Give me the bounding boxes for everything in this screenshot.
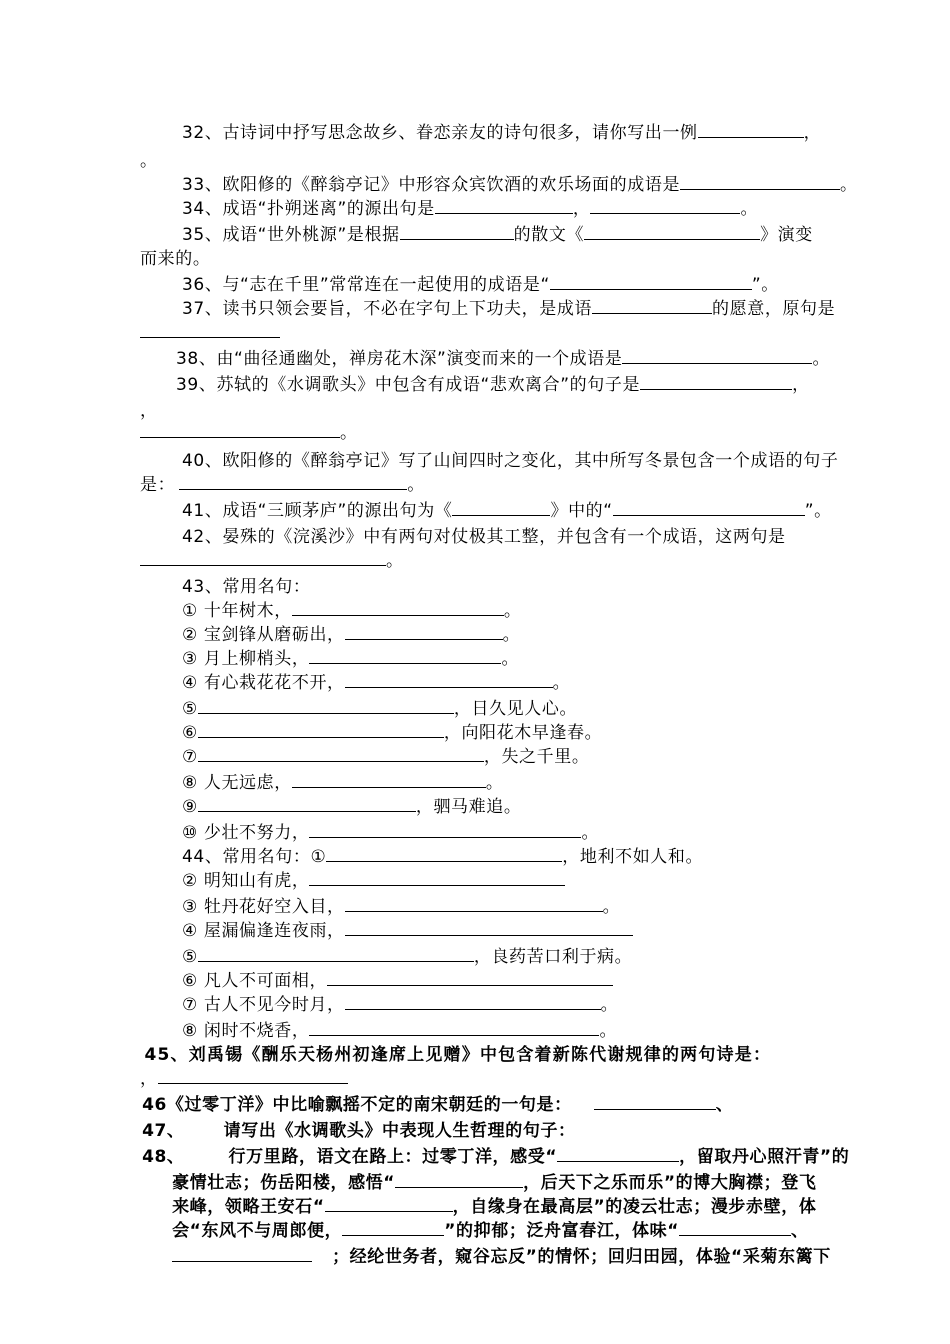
punct: ”。 xyxy=(804,501,832,521)
item-text: ⑤ xyxy=(182,947,198,967)
question-39-text: 39、苏轼的《水调歌头》中包含有成语“悲欢离合”的句子是 xyxy=(176,375,641,395)
q43-item-10 xyxy=(158,800,600,843)
punct: ， xyxy=(140,401,158,421)
item-text: 。 xyxy=(485,773,504,793)
question-46 xyxy=(116,1072,734,1115)
punct: 。 xyxy=(812,349,831,369)
question-44-text: 44、常用名句：① xyxy=(182,847,327,867)
item-text: ，驷马难追。 xyxy=(415,797,522,817)
punct: 、 xyxy=(715,1095,734,1115)
answer-blank[interactable] xyxy=(594,1095,716,1110)
question-44-title xyxy=(158,824,704,867)
item-text: ⑤ xyxy=(182,699,198,719)
question-41 xyxy=(158,478,832,521)
item-text: 。 xyxy=(600,995,619,1015)
item-text: ⑩ 少壮不努力， xyxy=(182,823,310,843)
item-text: ④ 屋漏偏逢连夜雨， xyxy=(182,921,345,941)
item-text: ③ 牡丹花好空入目， xyxy=(182,897,345,917)
q48-text: 行万里路，语文在路上：过零丁洋，感受“ xyxy=(228,1147,558,1167)
q44-item-7 xyxy=(158,972,619,1015)
punct: 。 xyxy=(840,175,858,195)
question-33 xyxy=(158,152,858,195)
item-text: 。 xyxy=(501,649,520,669)
question-41-text: 41、成语“三顾茅庐”的源出句为《 xyxy=(182,501,453,521)
q35-tail: 》演变 xyxy=(760,225,813,245)
question-43-text: 43、常用名句： xyxy=(182,577,311,597)
item-text: 。 xyxy=(552,673,571,693)
answer-blank[interactable] xyxy=(584,225,760,240)
question-35-cont xyxy=(116,226,211,269)
question-48-line2 xyxy=(146,1150,817,1193)
punct: 、 xyxy=(791,1221,809,1241)
question-34 xyxy=(158,176,759,219)
question-40-text: 40、欧阳修的《醉翁亭记》写了山间四时之变化，其中所写冬景包含一个成语的句子 xyxy=(182,451,839,471)
punct: ， xyxy=(792,375,810,395)
punct: 。 xyxy=(407,475,425,495)
question-37-text: 37、读书只领会要旨，不必在字句上下功夫，是成语 xyxy=(182,299,593,319)
question-39 xyxy=(152,352,810,395)
question-34-text: 34、成语“扑朔迷离”的源出句是 xyxy=(182,199,435,219)
q43-item-7 xyxy=(158,724,590,767)
question-32-text: 32、古诗词中抒写思念故乡、眷恋亲友的诗句很多，请你写出一例 xyxy=(182,123,698,143)
item-text: ，地利不如人和。 xyxy=(562,847,704,867)
q43-item-9 xyxy=(158,774,522,817)
q44-item-8 xyxy=(158,998,618,1041)
question-40-cont xyxy=(116,452,425,495)
punct: 。 xyxy=(740,199,759,219)
item-text: ② 宝剑锋从磨砺出， xyxy=(182,625,345,645)
question-46-text: 46《过零丁洋》中比喻飘摇不定的南宋朝廷的一句是： xyxy=(142,1095,572,1115)
question-38 xyxy=(152,326,831,369)
q48-text: 会“东风不与周郎便， xyxy=(172,1221,343,1241)
q48-text: ；经纶世务者，窥谷忘反”的情怀；回归田园，体验“采菊东篱下 xyxy=(332,1247,831,1267)
q44-item-2 xyxy=(158,848,565,891)
q43-item-2 xyxy=(158,602,521,645)
punct: ， xyxy=(572,199,591,219)
question-48-line4 xyxy=(146,1198,809,1241)
question-38-text: 38、由“曲径通幽处，禅房花木深”演变而来的一个成语是 xyxy=(176,349,623,369)
question-42-cont xyxy=(116,528,404,571)
item-text: ，失之千里。 xyxy=(483,747,590,767)
question-37 xyxy=(158,276,836,319)
answer-blank[interactable] xyxy=(640,375,792,390)
item-text: 。 xyxy=(502,625,521,645)
q35-mid: 的散文《 xyxy=(513,225,585,245)
item-text: ③ 月上柳梢头， xyxy=(182,649,310,669)
q44-item-3 xyxy=(158,874,621,917)
q41-mid: 》中的“ xyxy=(550,501,613,521)
item-text: ⑦ 古人不见今时月， xyxy=(182,995,345,1015)
question-36-text: 36、与“志在千里”常常连在一起使用的成语是“ xyxy=(182,275,550,295)
question-45-cont xyxy=(116,1046,348,1089)
question-32 xyxy=(158,100,822,143)
q43-item-5 xyxy=(158,676,578,719)
q48-text: ，留取丹心照汗青”的 xyxy=(679,1147,850,1167)
item-text: ② 明知山有虎， xyxy=(182,871,310,891)
q48-text: ，自缘身在最高层”的凌云壮志；漫步赤壁，体 xyxy=(452,1197,817,1217)
item-text: ，良药苦口利于病。 xyxy=(473,947,633,967)
q43-item-4 xyxy=(158,650,571,693)
question-45 xyxy=(116,1022,772,1065)
item-text: ① 十年树木， xyxy=(182,601,292,621)
item-text: ⑧ 闲时不烧香， xyxy=(182,1021,310,1041)
item-text: ⑥ 凡人不可面相， xyxy=(182,971,328,991)
question-37-cont xyxy=(116,300,280,322)
question-47-text: 47、 请写出《水调歌头》中表现人生哲理的句子： xyxy=(142,1121,576,1141)
answer-blank[interactable] xyxy=(698,123,804,138)
question-35 xyxy=(158,202,813,245)
item-text: ⑨ xyxy=(182,797,198,817)
question-42 xyxy=(158,504,786,547)
item-text: ，日久见人心。 xyxy=(453,699,578,719)
question-36 xyxy=(158,252,779,295)
question-45-text: 45、刘禹锡《酬乐天杨州初逢席上见赠》中包含着新陈代谢规律的两句诗是： xyxy=(144,1045,772,1065)
question-33-text: 33、欧阳修的《醉翁亭记》中形容众宾饮酒的欢乐场面的成语是 xyxy=(182,175,681,195)
q48-text: ，后天下之乐而乐”的博大胸襟；登飞 xyxy=(523,1173,817,1193)
question-42-text: 42、晏殊的《浣溪沙》中有两句对仗极其工整，并包含有一个成语，这两句是 xyxy=(182,527,786,547)
q43-item-1 xyxy=(158,578,522,621)
punct: ， xyxy=(140,1069,158,1089)
question-43-title xyxy=(158,554,311,597)
item-text: ⑧ 人无远虑， xyxy=(182,773,292,793)
question-48 xyxy=(116,1124,850,1167)
answer-blank[interactable] xyxy=(172,1247,312,1262)
punct: 。 xyxy=(340,423,358,443)
item-text: ⑥ xyxy=(182,723,198,743)
item-text: ，向阳花木早逢春。 xyxy=(443,723,603,743)
q37-tail: 的愿意，原句是 xyxy=(712,299,836,319)
punct: 。 xyxy=(386,551,404,571)
q43-item-8 xyxy=(158,750,504,793)
question-48-line3 xyxy=(146,1174,817,1217)
q40-cont: 是： xyxy=(140,475,176,495)
q43-item-6 xyxy=(158,700,603,743)
q48-text: 豪情壮志；伤岳阳楼，感悟“ xyxy=(172,1173,396,1193)
item-text: 。 xyxy=(599,1021,618,1041)
q48-text: 来峰，领略王安石“ xyxy=(172,1197,325,1217)
question-39-comma xyxy=(116,378,158,421)
answer-blank[interactable] xyxy=(400,225,514,240)
punct: 。 xyxy=(140,151,158,171)
q43-item-3 xyxy=(158,626,520,669)
q35-cont: 而来的。 xyxy=(140,249,211,269)
item-text: 。 xyxy=(581,823,600,843)
q44-item-5 xyxy=(158,924,633,967)
q44-item-6 xyxy=(158,948,613,991)
item-text: ⑦ xyxy=(182,747,198,767)
item-text: 。 xyxy=(602,897,621,917)
question-39-cont xyxy=(116,400,358,443)
question-40 xyxy=(158,428,839,471)
q44-item-4 xyxy=(158,898,633,941)
question-35-text: 35、成语“世外桃源”是根据 xyxy=(182,225,400,245)
question-32-cont xyxy=(116,128,158,171)
question-48-number: 48、 xyxy=(142,1147,185,1167)
punct: ”。 xyxy=(751,275,779,295)
punct: ， xyxy=(803,123,822,143)
item-text: 。 xyxy=(503,601,522,621)
question-47 xyxy=(116,1098,576,1141)
answer-blank[interactable] xyxy=(592,299,712,314)
q48-text: ”的抑郁；泛舟富春江，体味“ xyxy=(444,1221,680,1241)
question-48-line5 xyxy=(146,1224,831,1267)
item-text: ④ 有心栽花花不开， xyxy=(182,673,345,693)
